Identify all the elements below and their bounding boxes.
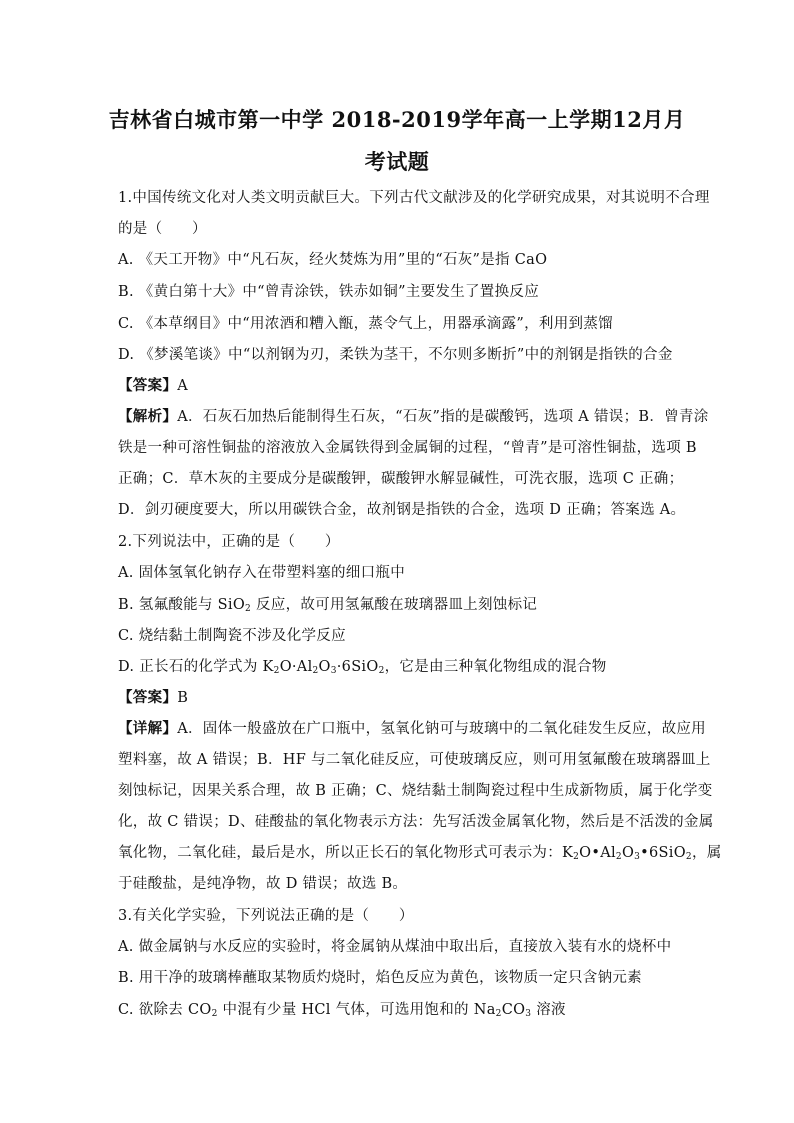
- q2-d-sub1: 2: [273, 666, 280, 676]
- q2-option-b-sub: 2: [245, 604, 252, 614]
- q3-c-sub2: 2: [495, 1009, 502, 1019]
- q2-detail-line4: 化，故 C 错误；D、硅酸盐的氧化物表示方法：先写活泼金属氧化物，然后是不活泼的金属: [118, 814, 714, 830]
- q2-answer: [118, 686, 678, 707]
- q2-l5-s3: 3: [634, 852, 641, 862]
- q1-analysis-label: 【解析】: [118, 408, 178, 425]
- q2-l5-s2: 2: [615, 852, 622, 862]
- q2-answer-value: B: [177, 690, 189, 706]
- q1-option-b: B. 《黄白第十大》中“曾青涂铁，铁赤如铜”主要发生了置换反应: [118, 284, 539, 300]
- q3-option-a: A. 做金属钠与水反应的实验时，将金属钠从煤油中取出后，直接放入装有水的烧杯中: [118, 939, 672, 955]
- q2-d-sub4: 2: [378, 666, 385, 676]
- q3-c-post: 溶液: [531, 1002, 566, 1018]
- q1-answer-label: 【答案】: [118, 377, 178, 394]
- q2-l5-pre: 氧化物，二氧化硅，最后是水，所以正长石的氧化物形式可表示为：K: [118, 845, 574, 861]
- q1-analysis-line1: [118, 405, 709, 426]
- q3-c-pre: C. 欲除去 CO: [118, 1002, 212, 1018]
- q1-analysis-text1: A．石灰石加热后能制得生石灰，“石灰”指的是碳酸钙，选项 A 错误；B．曾青涂: [177, 409, 709, 425]
- q2-detail-line2: 塑料塞，故 A 错误；B．HF 与二氧化硅反应，可使玻璃反应，则可用氢氟酸在玻璃器皿上: [118, 752, 711, 768]
- q2-d-post: ，它是由三种氧化物组成的混合物: [384, 659, 607, 675]
- q3-c-sub3: 3: [525, 1009, 532, 1019]
- q1-option-a: A. 《天工开物》中“凡石灰，经火焚炼为用”里的“石灰”是指 CaO: [118, 252, 548, 268]
- q2-detail-line5: [118, 841, 722, 862]
- q3-stem: 3.有关化学实验，下列说法正确的是（ ）: [118, 908, 414, 924]
- q2-d-pre: D. 正长石的化学式为 K: [118, 659, 274, 675]
- q3-c-sub1: 2: [211, 1009, 218, 1019]
- q2-l5-m1: O•Al: [579, 845, 616, 861]
- q2-d-mid3: ·6SiO: [336, 659, 379, 675]
- q2-detail-line6: 于硅酸盐，是纯净物，故 D 错误；故选 B。: [118, 876, 408, 892]
- doc-title-line1: 吉林省白城市第一中学 2018-2019学年高一上学期12月月: [108, 107, 686, 132]
- q2-d-sub2: 2: [312, 666, 319, 676]
- q2-d-mid2: O: [318, 659, 331, 675]
- doc-title-line2: 考试题: [364, 149, 430, 174]
- q3-option-b: B. 用干净的玻璃棒蘸取某物质灼烧时，焰色反应为黄色，该物质一定只含钠元素: [118, 970, 642, 986]
- q2-option-a: A. 固体氢氧化钠存入在带塑料塞的细口瓶中: [118, 565, 405, 581]
- q2-detail-line3: 刻蚀标记，因果关系合理，故 B 正确；C、烧结黏土制陶瓷过程中生成新物质，属于化学变: [118, 783, 713, 799]
- q1-analysis-line4: D．剑刃硬度要大，所以用碳铁合金，故剂钢是指铁的合金，选项 D 正确；答案选 A。: [118, 502, 686, 518]
- q2-option-b-post: 反应，故可用氢氟酸在玻璃器皿上刻蚀标记: [251, 597, 538, 613]
- q1-analysis-line2: 铁是一种可溶性铜盐的溶液放入金属铁得到金属铜的过程，“曾青”是可溶性铜盐，选项 B: [118, 440, 697, 456]
- q2-l5-m3: •6SiO: [640, 845, 686, 861]
- q2-l5-s4: 2: [685, 852, 692, 862]
- q2-detail-text1: A．固体一般盛放在广口瓶中，氢氧化钠可与玻璃中的二氧化硅发生反应，故应用: [177, 721, 706, 737]
- q2-l5-post: ，属: [691, 845, 722, 861]
- q2-detail-line1: [118, 717, 706, 738]
- q1-answer-value: A: [177, 378, 188, 394]
- q3-c-mid: 中混有少量 HCl 气体，可选用饱和的 Na: [217, 1002, 496, 1018]
- q2-d-sub3: 3: [330, 666, 337, 676]
- q2-stem: 2.下列说法中，正确的是（ ）: [118, 534, 340, 550]
- q3-option-c: [118, 998, 678, 1019]
- q3-c-mid2: CO: [501, 1002, 526, 1018]
- q2-option-d: [118, 655, 678, 676]
- q2-answer-label: 【答案】: [118, 689, 178, 706]
- q2-l5-s1: 2: [573, 852, 580, 862]
- q2-option-c: C. 烧结黏土制陶瓷不涉及化学反应: [118, 628, 346, 644]
- q2-d-mid1: O·Al: [279, 659, 313, 675]
- q1-stem-line2: 的是（ ）: [118, 221, 207, 237]
- q2-l5-m2: O: [621, 845, 635, 861]
- q1-answer: [118, 374, 678, 395]
- q2-option-b: [118, 593, 678, 614]
- q1-stem-line1: 1.中国传统文化对人类文明贡献巨大。下列古代文献涉及的化学研究成果，对其说明不合理: [118, 190, 710, 206]
- q1-analysis-line3: 正确；C．草木灰的主要成分是碳酸钾，碳酸钾水解显碱性，可洗衣服，选项 C 正确；: [118, 471, 684, 487]
- q1-option-c: C. 《本草纲目》中“用浓酒和糟入甑，蒸令气上，用器承滴露”，利用到蒸馏: [118, 316, 613, 332]
- q2-detail-label: 【详解】: [118, 720, 178, 737]
- q1-option-d: D. 《梦溪笔谈》中“以剂钢为刃，柔铁为茎干，不尔则多断折”中的剂钢是指铁的合金: [118, 347, 673, 363]
- q2-option-b-pre: B. 氢氟酸能与 SiO: [118, 597, 246, 613]
